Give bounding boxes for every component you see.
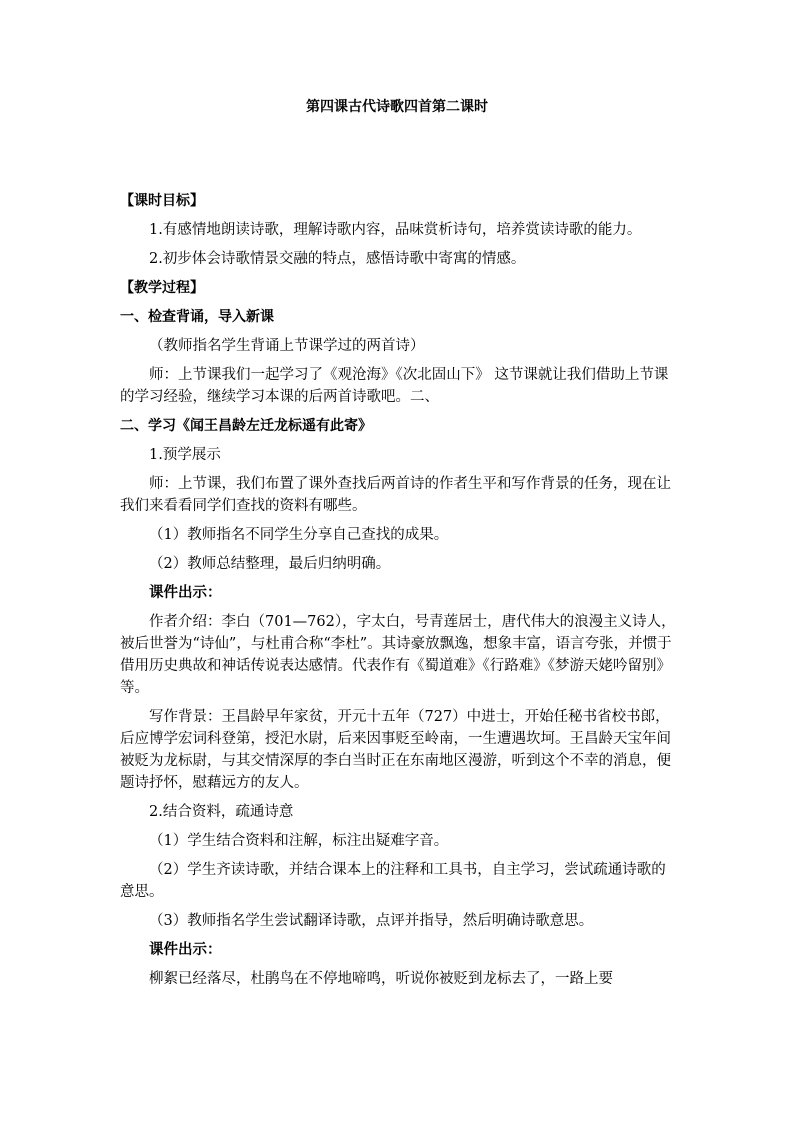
step-heading-2: 二、学习《闻王昌龄左迁龙标遥有此寄》 [120, 418, 372, 434]
courseware-label-2: 课件出示： [149, 941, 222, 958]
paragraph-teacher-intro: 师：上节课我们一起学习了《观沧海》《次北固山下》 这节课就让我们借助上节课的学习经验，继续学习本课的后两首诗歌吧。二、 [120, 367, 669, 405]
paragraph-author-intro: 作者介绍：李白（701—762），字太白，号青莲居士，唐代伟大的浪漫主义诗人，被后世誉为“诗仙”，与杜甫合称“李杜”。其诗豪放飘逸，想象丰富，语言夸张，并惯于借用历史典故和神话传说表达感情。代表作有《蜀道难》《行路难》《梦游天姥吟留别》等。 [120, 614, 676, 696]
paragraph-teacher-assign: 师：上节课，我们布置了课外查找后两首诗的作者生平和写作背景的任务，现在让我们来看看同学们查找的资料有哪些。 [120, 476, 671, 514]
objective-1: 1.有感情地朗读诗歌，理解诗歌内容，品味赏析诗句，培养赏读诗歌的能力。 [149, 222, 642, 238]
document-body [120, 190, 680, 990]
document-title: 第四课古代诗歌四首第二课时 [306, 99, 488, 115]
objective-2: 2.初步体会诗歌情景交融的特点，感悟诗歌中寄寓的情感。 [149, 251, 526, 267]
paragraph-translation: 柳絮已经落尽，杜鹃鸟在不停地啼鸣，听说你被贬到龙标去了，一路上要 [149, 971, 613, 987]
subheading-preview: 1.预学展示 [149, 447, 221, 463]
section-heading-objectives: 【课时目标】 [120, 193, 204, 209]
list-item-read-aloud: （2）学生齐读诗歌，并结合课本上的注释和工具书，自主学习，尝试疏通诗歌的意思。 [120, 862, 666, 900]
list-item-translate: （3）教师指名学生尝试翻译诗歌，点评并指导，然后明确诗歌意思。 [149, 913, 594, 929]
list-item-annotate: （1）学生结合资料和注解，标注出疑难字音。 [149, 833, 449, 849]
section-heading-process: 【教学过程】 [120, 280, 204, 296]
paragraph-recite-note: （教师指名学生背诵上节课学过的两首诗） [149, 338, 425, 354]
courseware-label-1: 课件出示： [149, 584, 222, 601]
subheading-interpret: 2.结合资料，疏通诗意 [149, 804, 294, 820]
list-item-share: （1）教师指名不同学生分享自己查找的成果。 [149, 527, 449, 543]
paragraph-background: 写作背景：王昌龄早年家贫，开元十五年（727）中进士，开始任秘书省校书郎，后应博学宏词科登第，授汜水尉，后来因事贬至岭南，一生遭遇坎坷。王昌龄天宝年间被贬为龙标尉，与其交情深厚的李白当时正在东南地区漫游，听到这个不幸的消息，便题诗抒怀，慰藉远方的友人。 [120, 709, 671, 791]
step-heading-1: 一、检查背诵，导入新课 [120, 309, 274, 325]
list-item-summary: （2）教师总结整理，最后归纳明确。 [149, 556, 391, 572]
